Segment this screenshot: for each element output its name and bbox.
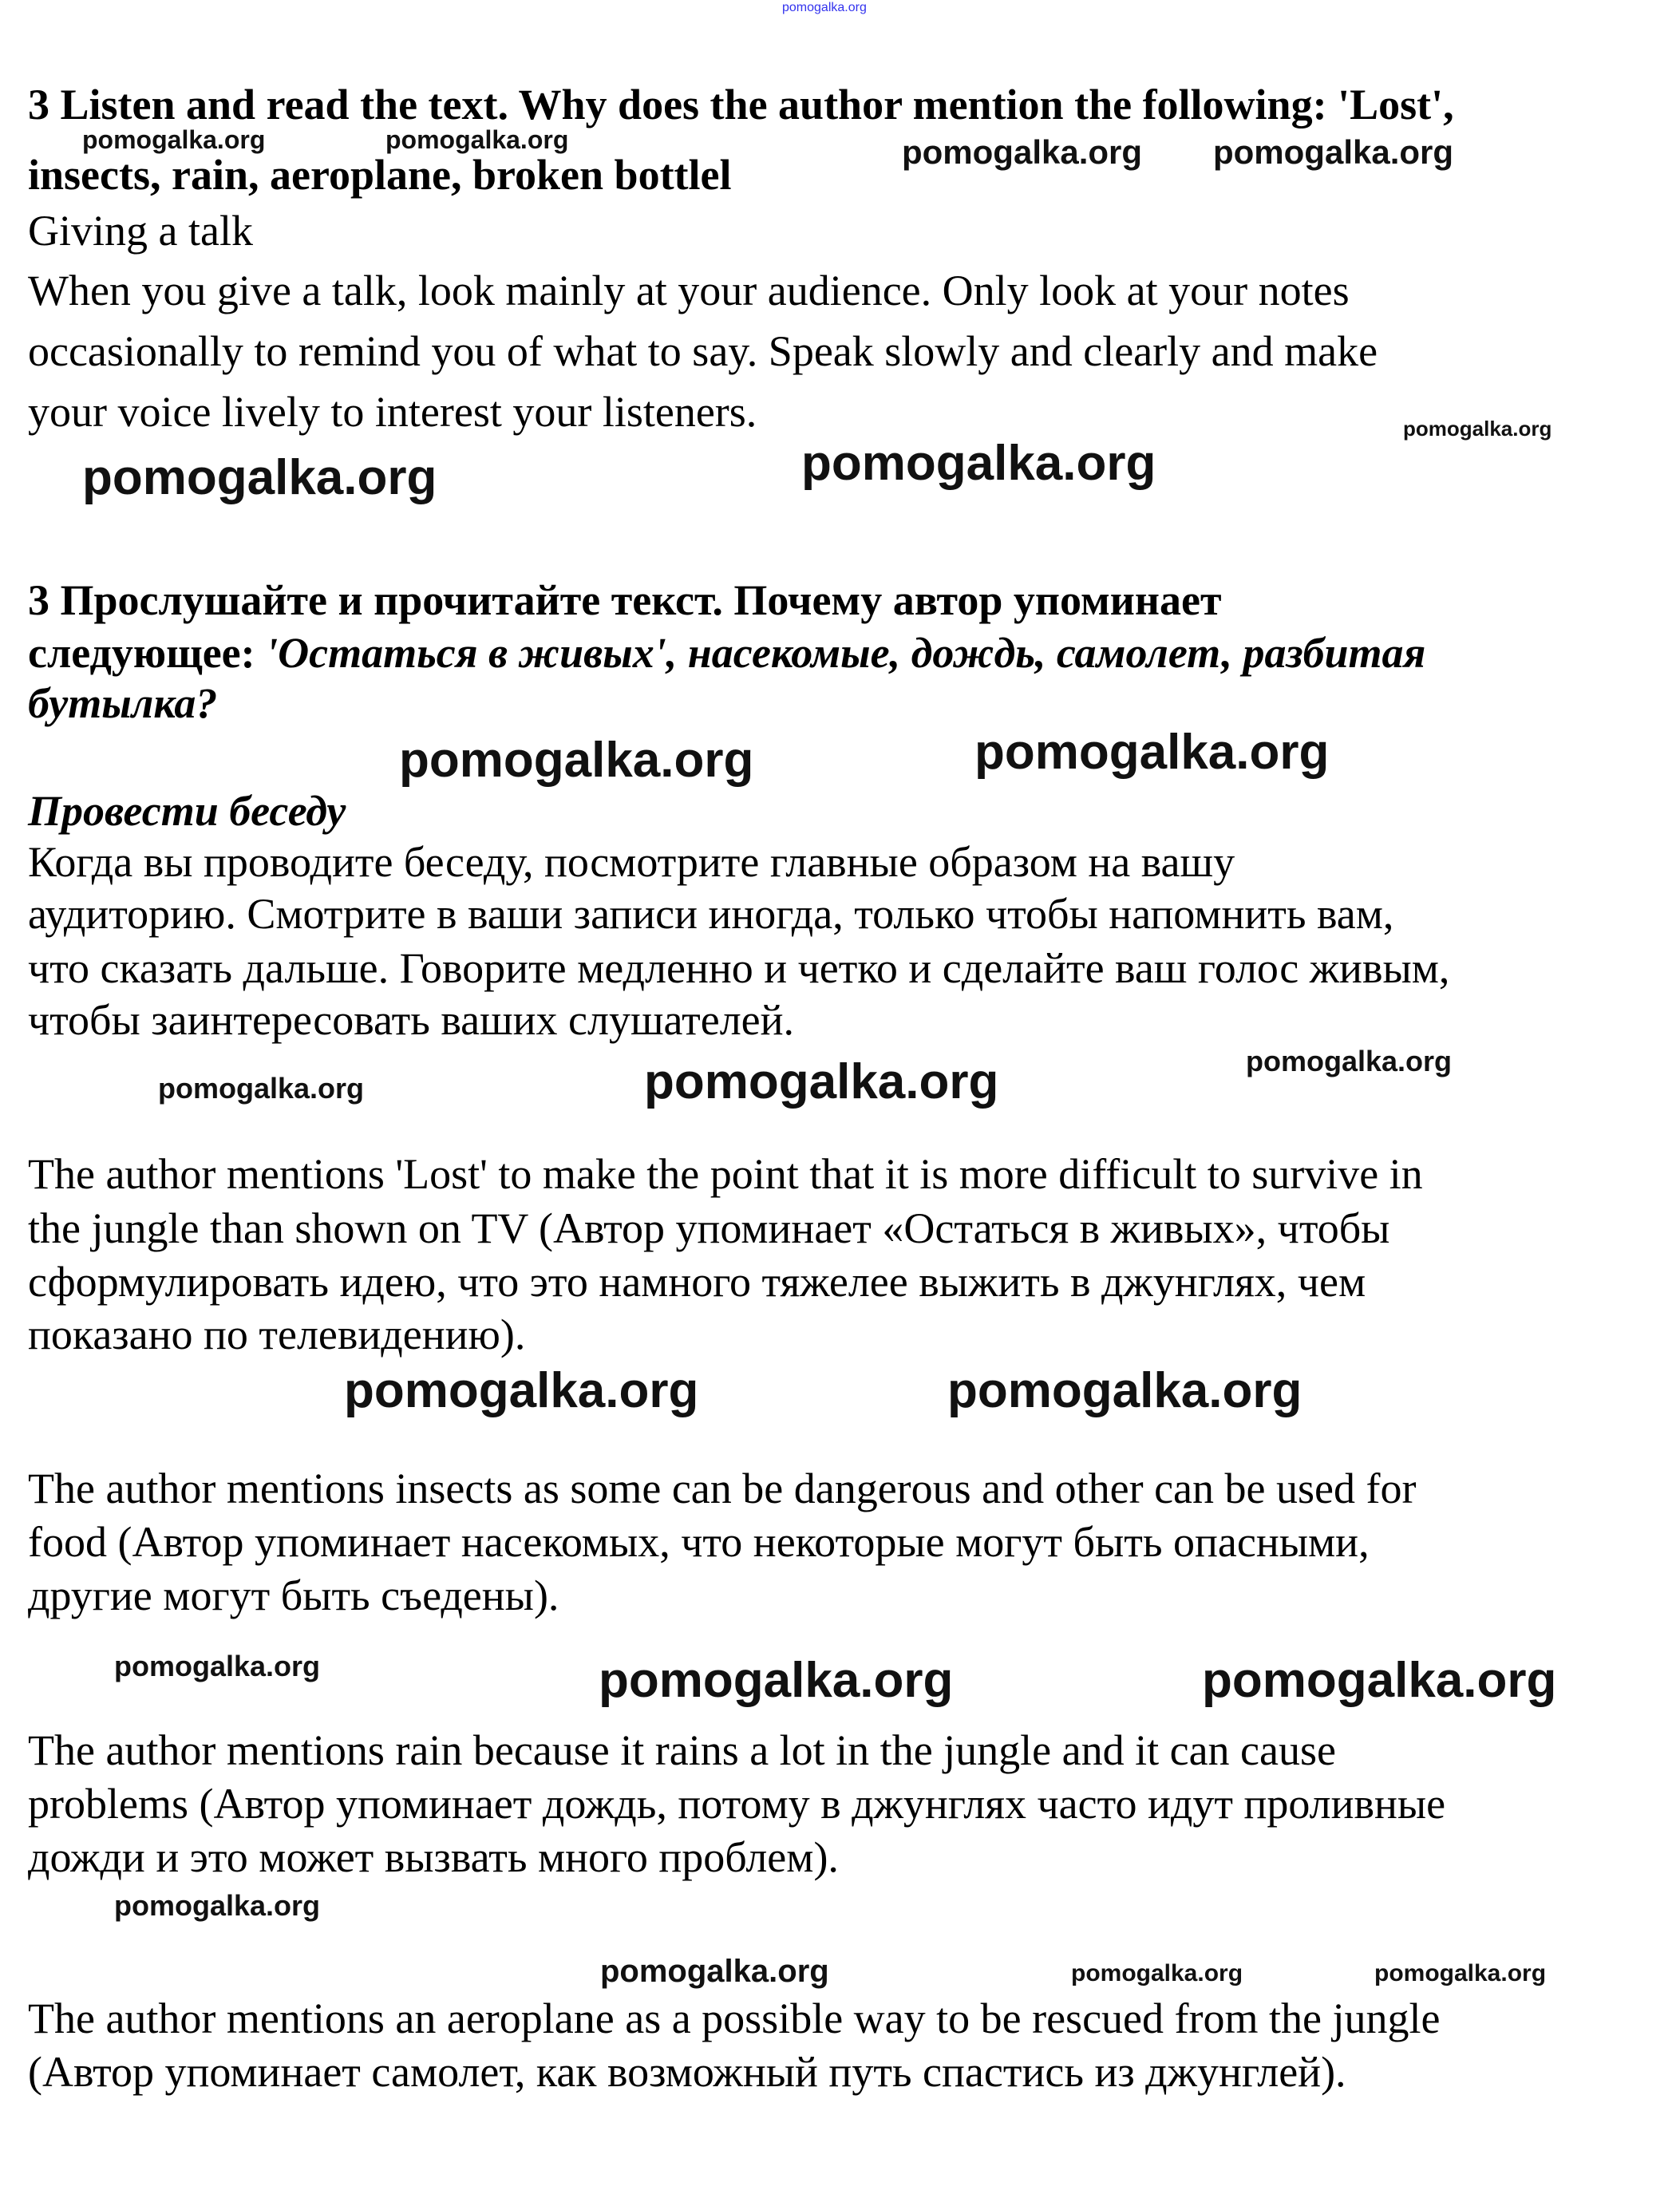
watermark: pomogalka.org xyxy=(82,450,437,505)
watermark: pomogalka.org xyxy=(947,1363,1302,1418)
watermark: pomogalka.org xyxy=(974,725,1330,780)
watermark: pomogalka.org xyxy=(158,1072,365,1105)
watermark: pomogalka.org xyxy=(114,1889,321,1922)
watermark: pomogalka.org xyxy=(1246,1045,1453,1077)
heading-bold-part: следующее: xyxy=(28,629,267,677)
answer-line: food (Автор упоминает насекомых, что некоторые могут быть опасными, xyxy=(28,1518,1370,1566)
heading-italic-part: 'Остаться в живых', насекомые, дождь, самолет, разбитая xyxy=(266,629,1426,677)
exercise-heading-en: insects, rain, aeroplane, broken bottlel xyxy=(28,151,732,199)
answer-line: дожди и это может вызвать много проблем). xyxy=(28,1833,839,1881)
answer-line: показано по телевидению). xyxy=(28,1310,526,1358)
watermark: pomogalka.org xyxy=(114,1650,321,1682)
watermark: pomogalka.org xyxy=(1071,1960,1243,1986)
answer-line: the jungle than shown on TV (Автор упоминает «Остаться в живых», чтобы xyxy=(28,1204,1390,1252)
watermark: pomogalka.org xyxy=(600,1954,829,1989)
paragraph-line-en: your voice lively to interest your listeners. xyxy=(28,388,757,436)
paragraph-line-en: When you give a talk, look mainly at your audience. Only look at your notes xyxy=(28,267,1350,314)
paragraph-line-en: occasionally to remind you of what to say. Speak slowly and clearly and make xyxy=(28,327,1378,375)
paragraph-line-ru: чтобы заинтересовать ваших слушателей. xyxy=(28,996,795,1044)
answer-line: The author mentions rain because it rains a lot in the jungle and it can cause xyxy=(28,1726,1336,1774)
watermark: pomogalka.org xyxy=(902,133,1143,171)
watermark: pomogalka.org xyxy=(644,1054,999,1109)
watermark: pomogalka.org xyxy=(1374,1960,1547,1986)
exercise-heading-ru xyxy=(28,629,1426,677)
watermark: pomogalka.org xyxy=(1403,417,1552,441)
watermark: pomogalka.org xyxy=(801,436,1156,491)
answer-line: The author mentions an aeroplane as a possible way to be rescued from the jungle xyxy=(28,1994,1441,2042)
answer-line: сформулировать идею, что это намного тяжелее выжить в джунглях, чем xyxy=(28,1258,1366,1306)
answer-line: другие могут быть съедены). xyxy=(28,1571,559,1619)
watermark: pomogalka.org xyxy=(82,125,266,154)
paragraph-line-ru: аудиторию. Смотрите в ваши записи иногда, только чтобы напомнить вам, xyxy=(28,890,1394,938)
watermark: pomogalka.org xyxy=(1213,133,1454,171)
exercise-heading-ru: бутылка? xyxy=(28,679,218,727)
exercise-heading-ru: 3 Прослушайте и прочитайте текст. Почему автор упоминает xyxy=(28,576,1222,624)
watermark: pomogalka.org xyxy=(385,125,569,154)
watermark: pomogalka.org xyxy=(344,1363,699,1418)
paragraph-line-ru: что сказать дальше. Говорите медленно и четко и сделайте ваш голос живым, xyxy=(28,944,1450,992)
exercise-heading-en: 3 Listen and read the text. Why does the author mention the following: 'Lost', xyxy=(28,81,1454,128)
watermark: pomogalka.org xyxy=(599,1653,954,1708)
text-title-en: Giving a talk xyxy=(28,207,253,255)
watermark: pomogalka.org xyxy=(1202,1653,1557,1708)
paragraph-line-ru: Когда вы проводите беседу, посмотрите главные образом на вашу xyxy=(28,838,1235,886)
text-title-ru: Провести беседу xyxy=(28,787,346,835)
answer-line: (Автор упоминает самолет, как возможный путь спастись из джунглей). xyxy=(28,2048,1346,2096)
answer-line: The author mentions insects as some can be dangerous and other can be used for xyxy=(28,1465,1417,1512)
answer-line: problems (Автор упоминает дождь, потому в джунглях часто идут проливные xyxy=(28,1780,1446,1828)
watermark: pomogalka.org xyxy=(399,733,754,788)
answer-line: The author mentions 'Lost' to make the point that it is more difficult to survive in xyxy=(28,1150,1423,1198)
header-watermark-link[interactable]: pomogalka.org xyxy=(782,1,867,14)
